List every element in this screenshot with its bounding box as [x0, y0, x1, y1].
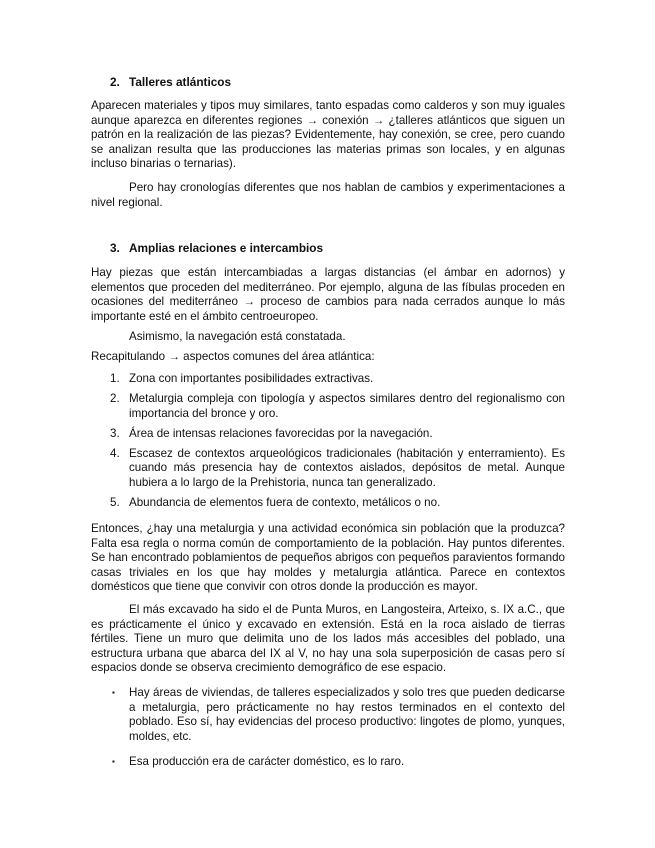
section-number: 2.: [110, 75, 120, 89]
bullet-list: [91, 686, 565, 770]
bullet-item: [91, 686, 565, 744]
section-title: Talleres atlánticos: [129, 75, 232, 89]
paragraph: Aparecen materiales y tipos muy similares, tanto espadas como calderos y son muy iguales aunque aparezca en diferentes regiones → conexión → ¿talleres atlánticos que siguen un patrón en la realización de las piezas? Evidentemente, hay conexión, se cree, pero cuando se analizan resulta que las producciones las materias primas son locales, y en algunas incluso binarias o ternarias).: [91, 99, 565, 171]
list-item: [91, 447, 565, 491]
section-heading: [110, 241, 323, 256]
numbered-list: [91, 372, 565, 516]
section-title: Amplias relaciones e intercambios: [129, 241, 324, 255]
bullet-item: [91, 755, 565, 770]
list-item: [91, 392, 565, 421]
section-body: [91, 330, 565, 345]
list-text: Escasez de contextos arqueológicos tradicionales (habitación y enterramiento). Es cuando más presencia hay de contextos aislados, depósitos de metal. Aunque hubiera a lo largo de la Prehistoria, nunca tan generalizado.: [129, 446, 565, 490]
section-body: [91, 350, 565, 365]
list-number: 3.: [110, 426, 120, 440]
section-body: [91, 181, 565, 210]
bullet-text: Esa producción era de carácter doméstico, es lo raro.: [129, 755, 405, 769]
list-text: Área de intensas relaciones favorecidas por la navegación.: [129, 426, 433, 440]
paragraph: Recapitulando → aspectos comunes del área atlántica:: [91, 350, 375, 363]
list-text: Abundancia de elementos fuera de contexto, metálicos o no.: [129, 496, 441, 510]
paragraph: Entonces, ¿hay una metalurgia y una actividad económica sin población que la produzca? Falta esa regla o norma común de comportamiento de la población. Hay puntos diferentes. Se han encontrado poblamientos de pequeños abrigos con pequeños paravientos formando casas triviales en los que hay moldes y metalurgia atlántica. Parece en contextos domésticos que tiene que convivir con otros donde la producción es mayor.: [91, 522, 565, 594]
bullet-text: Hay áreas de viviendas, de talleres especializados y solo tres que pueden dedicarse a metalurgia, pero prácticamente no hay restos terminados en el contexto del poblado. Eso sí, hay evidencias del proceso productivo: lingotes de plomo, yunques, moldes, etc.: [129, 686, 565, 743]
paragraph: Pero hay cronologías diferentes que nos hablan de cambios y experimentaciones a nivel regional.: [91, 181, 565, 209]
paragraph: Hay piezas que están intercambiadas a largas distancias (el ámbar en adornos) y elementos que proceden del mediterráneo. Por ejemplo, alguna de las fíbulas proceden en ocasiones del mediterráneo → proceso de cambios para nada cerrados aunque lo más importante esté en el ámbito centroeuropeo.: [91, 266, 565, 323]
section-body: [91, 603, 565, 676]
section-body: [91, 522, 565, 595]
bullet-icon: ▪: [112, 688, 115, 697]
list-item: [91, 496, 565, 511]
list-number: 5.: [110, 496, 120, 510]
list-number: 2.: [110, 392, 120, 406]
bullet-icon: ▪: [112, 757, 115, 767]
list-text: Zona con importantes posibilidades extractivas.: [129, 372, 374, 385]
paragraph: Asimismo, la navegación está constatada.: [129, 330, 346, 343]
paragraph: El más excavado ha sido el de Punta Muros, en Langosteira, Arteixo, s. IX a.C., que es prácticamente el único y excavado en extensión. Está en la roca aislado de tierras fértiles. Tiene un muro que delimita uno de los lados más accesibles del poblado, una estructura urbana que abarca del IX al V, no hay una sola superposición de casas pero sí espacios donde se observa crecimiento demográfico de ese espacio.: [91, 603, 565, 675]
section-body: [91, 99, 565, 172]
list-item: [91, 372, 565, 387]
section-number: 3.: [110, 241, 120, 255]
list-text: Metalurgia compleja con tipología y aspectos similares dentro del regionalismo con importancia del bronce y oro.: [129, 392, 565, 420]
section-body: [91, 266, 565, 324]
list-item: [91, 427, 565, 442]
list-number: 1.: [110, 372, 120, 385]
list-number: 4.: [110, 446, 120, 460]
section-heading: [110, 75, 231, 90]
